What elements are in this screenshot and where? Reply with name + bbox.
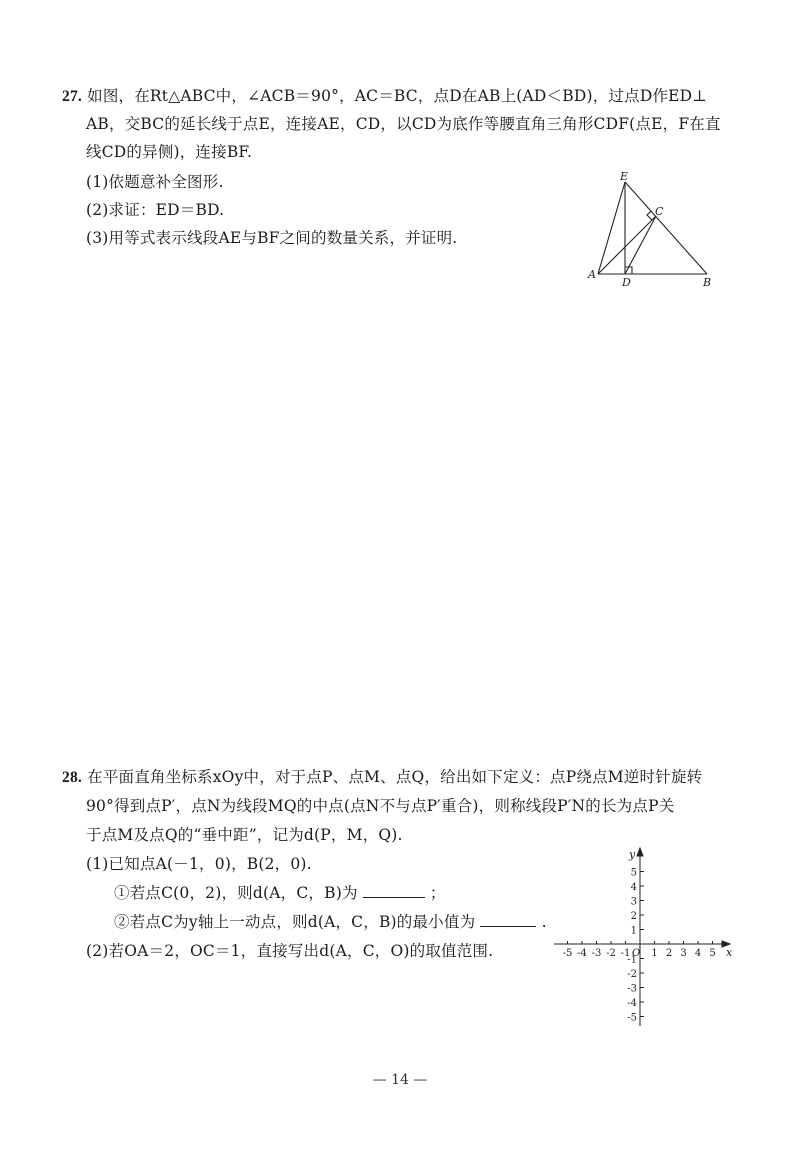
- q27-text-2: AB，交BC的延长线于点E，连接AE，CD，以CD为底作等腰直角三角形CDF(点E，F在直: [86, 115, 721, 133]
- x-tick-label: 2: [665, 948, 673, 959]
- q28-sub-1: [114, 883, 446, 903]
- q28-part-1: (1)已知点A(－1，0)，B(2，0).: [86, 855, 312, 873]
- q28-sub-1-text: ①若点C(0，2)，则d(A，C，B)为: [114, 884, 358, 902]
- x-tick-label: 4: [694, 948, 702, 959]
- y-tick-label: 2: [630, 911, 637, 922]
- q27-triangle-figure: [585, 170, 725, 295]
- page-number: — 14 —: [372, 1072, 428, 1088]
- y-tick-label: 1: [630, 925, 637, 937]
- y-tick-label: -3: [627, 983, 637, 995]
- y-tick-label: -2: [627, 969, 637, 980]
- q27-line-1: [62, 86, 707, 107]
- segment-CD: [625, 216, 656, 274]
- x-tick-label: -4: [577, 948, 587, 959]
- q27-part-1: (1)依题意补全图形.: [86, 173, 224, 191]
- y-tick-label: 3: [630, 896, 637, 908]
- y-tick-label: -1: [627, 954, 637, 966]
- q27-text-1: 如图，在Rt△ABC中，∠ACB＝90°，AC＝BC，点D在AB上(AD＜BD)，过点D作ED⊥: [87, 87, 708, 105]
- y-axis-label: y: [629, 848, 636, 861]
- q28-line-1: [62, 767, 702, 788]
- q28-sub-2: [114, 912, 547, 932]
- y-tick-label: 4: [630, 882, 637, 893]
- x-tick-label: -5: [562, 948, 573, 959]
- q28-text-1: 在平面直角坐标系xOy中，对于点P、点M、点Q，给出如下定义：点P绕点M逆时针旋转: [87, 768, 703, 786]
- y-axis-arrow: [637, 848, 643, 856]
- x-tick-label: 3: [680, 948, 687, 959]
- label-E: E: [620, 170, 629, 183]
- q27-number: 27.: [62, 88, 82, 105]
- label-A: A: [588, 268, 596, 281]
- answer-blank-2: [480, 912, 536, 927]
- q27-text-3: 线CD的异侧)，连接BF.: [86, 143, 253, 161]
- y-tick-label: -4: [627, 998, 637, 1009]
- x-tick-label: -3: [591, 948, 602, 959]
- origin-label: O: [632, 948, 641, 959]
- q28-sub-2-end: .: [541, 913, 547, 931]
- answer-blank-1: [363, 883, 425, 898]
- q28-text-2: 90°得到点P′，点N为线段MQ的中点(点N不与点P′重合)，则称线段P′N的长为点P关: [86, 797, 675, 815]
- x-axis-label: x: [726, 946, 733, 959]
- q28-text-3: 于点M及点Q的“垂中距”，记为d(P，M，Q).: [86, 826, 403, 844]
- q28-number: 28.: [62, 769, 82, 786]
- y-tick-label: 5: [630, 867, 637, 879]
- q28-part-2: (2)若OA＝2，OC＝1，直接写出d(A，C，O)的取值范围.: [86, 942, 494, 960]
- label-C: C: [655, 205, 664, 218]
- label-D: D: [622, 276, 631, 289]
- segment-BE: [625, 182, 707, 274]
- q27-part-2: (2)求证：ED＝BD.: [86, 201, 225, 219]
- coordinate-axes: [550, 846, 740, 1036]
- label-B: B: [703, 276, 712, 289]
- x-tick-label: 1: [651, 948, 658, 959]
- y-tick-label: -5: [627, 1012, 637, 1024]
- x-tick-label: 5: [709, 948, 716, 959]
- x-tick-label: -2: [606, 948, 616, 959]
- right-angle-mark-C: [647, 211, 652, 220]
- q28-sub-2-text: ②若点C为y轴上一动点，则d(A，C，B)的最小值为: [114, 913, 476, 931]
- q27-part-3: (3)用等式表示线段AE与BF之间的数量关系，并证明.: [86, 229, 458, 247]
- q28-sub-1-end: ；: [429, 884, 446, 902]
- x-tick-label: -1: [620, 948, 631, 959]
